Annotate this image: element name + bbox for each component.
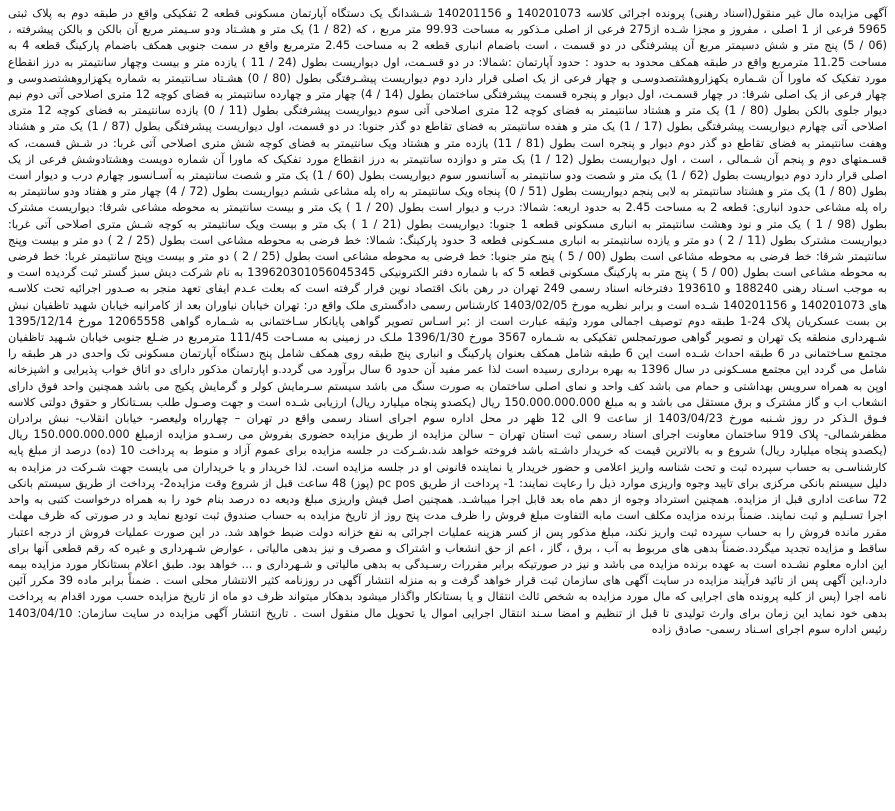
notice-body: پرونده اجرائی کلاسه 140201073 و 140201156 شـشدانگ یک دستگاه آپارتمان مسکونی قطعه 2 تفکیکی واقع در طبقه دوم به پلاک ثبتی 5965 فرعی از 1 اصلی ، مفروز و مجزا شـده از275 فرعی از اصلی مـذکور به مساحت 99.93 متر مربع ، که (82 / 1) یک متر و هشـتاد ودو سـیمتر مربع آن بالکن و بالکن پیشرفته ، (06 / 5) پنج متر و شش دسیمتر مربع آن پیشرفتگی در دو قسمت ، است باضمام انباری قطعه 2 به مساحت 2.45 مترمربع واقع در سمت جنوبی همکف باضمام پارکینگ قطعه 4 به مساحت 11.25 مترمربع واقع در طبقه همکف محدود به حدود : حدود آپارتمان :شمالا: در دو قسـمت، اول دیواریست بطول (24 / 11 ) یازده متر و بیست وچهار سانتیمتر به درز انقطاع مورد تفکیک که ماورا آن شـماره یکهزاروهشتصدوسـی و چهار فرعی از یک اصلی قرار دارد دوم دیواریست پیشـرفتگی بطول (80 / 0) هشـتاد سـانتیمتر به شماره یکهزاروهشتصدوسی و چهار فرعی از یک اصلی شرقا: در چهار قسمـت، اول دیوار و پنجره قسمت پیشرفتگی ساختمان بطول (14 / 4) چهار متر و چهارده سانتیمتر به فضای کوچه 12 متری اصلاحی آتی دوم نیم دیوار جلوی بالکن بطول (80 / 1) یک متر و هشتاد سانتیمتر به فضای کوچه 12 متری اصلاحی آتی سوم دیواریست پیشرفتگی بطول (11 / 0) یازده سانتیمتر به فضای کوچه 12 متری اصلاحی آتی چهارم دیواریست پیشرفتگی بطول (17 / 1) یک متر و هفده سانتیمتر به فضای تقاطع دو گذر جنوبا: در دو قسمت، اول دیواریست پیشرفتگی بطول (87 / 1) یک متر و هشتاد وهفت سانتیمتر به فضای تقاطع دو گذر دوم دیوار و پنجره است بطول (81 / 11) یازده متر و هشتاد ویک سانتیمتر به فضای کوچه شش متری اصلاحی آتی غربا: در شـش قسمت، که قسـمتهای دوم و پنجم آن شـمالی ، است ، اول دیواریست بطول (12 / 1) یک متر و دوازده سانتیمتر به درز انقطاع مورد تفکیک که ماورا آن شماره دویست وهشتادوشش فرعی از یک اصلی قرار دارد دوم دیواریست بطول (62 / 1) یک متر و شصت ودو سانتیمتر به آسانسور سوم دیواریست بطول (60 / 1) یک متر و شصت سانتیمتر به آسـانسور چهارم درب و دیوار است بطول (80 / 1) یک متر و هشتاد سانتیمتر به لابی پنجم دیواریست بطول (51 / 0) پنجاه ویک سانتیمتر به راه پله مشاعی ششم دیواریست بطول (72 / 4) چهار متر و هفتاد ودو سانتیمتر به راه پله مشاعی حدود انباری: قطعه 2 به مساحت 2.45 به حدود اربعه: شمالا: درب و دیوار است بطول (20 / 1 ) یک متر و بیست سانتیمتر به محوطه مشاعی شرقا: دیواریست مشترک بطول (98 / 1 ) یک متر و نود وهشت سانتیمتر به انباری مسکونی قطعه 1 جنوبا: دیواریست بطول (21 / 1 ) یک متر و بیست ویک سانتیمتر به کوچه شـش متری اصلاحی آتی غربا: دیواریست مشترک بطول (11 / 2 ) دو متر و یازده سانتیمتر به انباری مسـکونی قطعه 3 حدود پارکینگ: شمالا: خط فرضی به محوطه مشاعی است بطول (25 / 2 ) دو متر و بیست وپنج سانتیمتر شرقا: خط فرضی به محوطه مشاعی است بطول (00 / 5 ) پنج متر جنوبا: خط فرضی به محوطه مشاعی است بطول (25 / 2 ) دو متر و بیست وپنج سانتیمتر غربا: خط فرضی به محوطه مشاعی است بطول (00 / 5 ) پنج متر به پارکینگ مسکونی قطعه 5 که با شماره دفتر الکترونیکی 139620301056045345 به نام شرکت دیش سبز گستر ثبت گردیده است و به موجب اسـناد رهنی 188240 و 193610 دفترخانه اسناد رسمی 249 تهران در رهن بانک اقتصاد نوین قرار گرفته است که بعلت عـدم ایفای تعهد منجر به صـدور اجرائیه تحت کلاسـه های 140201073 و 140201156 شـده است و برابر نظریه مورخ 1403/02/05 کارشناس رسمی دادگستری ملک واقع در: تهران خیابان نیاوران بعد از کامرانیه خیابان شهید تاظفیان نبش بن بست عسکریان پلاک 24-1 طبقه دوم توصیف اجمالی مورد وثیقه عبارت است از :بر اسـاس تصویر گواهی پایانکار سـاختمانی به شـماره گواهی 12065558 مورخ 1395/12/14 شـهرداری منطقه یک تهران و تصویر گواهی صورتمجلس تفکیکی به شـماره 3567 مورخ 1396/1/30 ملـک در زمینی به مسـاحت 111/45 مترمربع در ضـلع جنوبی خیابان شـهید تاظفیان مجتمع سـاختمانی در 6 طبقه احداث شـده است این 6 طبقه شامل همکف بعنوان پارکینگ و انباری پنج طبقه روی همکف شامل پنج دستگاه آپارتمان مسکونی تک واحدی در هر طبقه را شامل می گردد این مجتمع مسـکونی در سال 1396 به بهره برداری رسیده است لذا عمر مفید آن حدود 6 سال برآورد می گردد.و اپارتمان مذکور دارای دو اتاق خواب پذیرایی و اشپزخانه اوپن به همراه سرویس بهداشتی و حمام می باشد کف واحد و نمای اصلی ساختمان به صورت سنگ می باشد سیستم سـرمایش کولر و گرمایش پکیج می باشد همچنین واحد فوق دارای انشعاب اب و گاز مشترک و برق مستقل می باشد و به مبلغ 150.000.000.000 ریال (یکصدو پنجاه میلیارد ریال) ارزیابی شـده است و جهت وصـول طلب بسـتانکار و حقوق دولتی کلاسه فـوق الـذکر در روز شـنبه مورخ 1403/04/23 از ساعت 9 الی 12 ظهر در محل اداره سوم اجرای اسناد رسمی واقع در تهران – چهارراه ولیعصر- خیابان انقلاب- نبش برادران مظفرشمالی- پلاک 919 ساختمان معاونت اجرای اسناد رسمی ثبت استان تهران – سالن مزایده از طریق مزایده حضوری بفروش می رسـدو مزایده ازمبلغ 150.000.000.000 ریال (یکصدو پنجاه میلیارد ریال) شروع و به بالاترین قیمت که خریدار داشـته باشد فروخته خواهد شد.شـرکت در جلسه مزایده برای عموم آزاد و منوط به پرداخت 10 (ده) درصد از مبلغ پایه کارشناسـی به حساب سپرده ثبت و تحت شناسه واریز اعلامی و حضور خریدار یا نماینده قانونی او در جلسه مزایده است. لذا خریدار و یا خریداران می بایست جهت شـرکت در مزایده به دلیل سیستم بانکی مرکزی برای تایید وجوه واریزی موارد ذیل را رعایت نمایند: 1- پرداخت از طریق pc pos (پوز) 48 ساعت قبل از شروع وقت مزایده2- پرداخت از طریق سیستم بانکی 72 ساعت اداری قبل از مزایده. همچنین استرداد وجوه از دهم ماه بعد قابل اجرا میباشـد. همچنین اصل فیش واریزی مبلغ ودیعه ده درصد بنام خود را به همراه درخواست کتبی به واحد اجرا تسـلیم و ثبت نمایند. ضمناً برنده مزایده مکلف است مابه التفاوت مبلغ فروش را ظرف مدت پنج روز از تاریخ مزایده به حساب صندوق ثبت تودیع نماید و در صورتی که ظرف مهلت مقرر مانده فروش را به حساب سپرده ثبت واریز نکند، مبلغ مذکور پس از کسر هزینه عملیات اجرائی به نفع خزانه دولت ضبط خواهد شد. در این صورت عملیات فروش از درجه اعتبار ساقط و مزایده تجدید میگردد.ضمناً بدهی های مربوط به آب ، برق ، گاز ، اعم از حق انشعاب و اشتراک و مصرف و نیز بدهی مالیاتی ، عوارض شـهرداری و غیره که رقم قطعی آنها برای این اداره معلوم نشـده است به عهده برنده مزایده می باشد و نیز در صورتیکه برابر مقررات رسـیدگی به بدهی مالیاتی و شـهرداری و ... خواهد بود. طبق اعلام بستانکار مورد مزایده بیمه دارد.این آگهی پس از تائید فرآیند مزایده در سایت آگهی های سازمان ثبت قرار خواهد گرفت و به منزله انتشار آگهی در روزنامه کثیر الانتشار محلی است . ضمناً برابر ماده 39 مکرر آئین نامه اجرا (پس از کلیه پرونده های اجرایی که مال مورد مزایده به شخص ثالث انتقال و یا بستانکار واگذار میشود بدهکار میتواند ظرف دو ماه از تاریخ مزایده حسب مورد اقدام به پرداخت بدهی خود نماید این زمان برای وارث تولیدی تا قبل از تنظیم و امضا سـند انتقال اجرایی اموال یا تحویل مال منقول است . تاریخ انتشار آگهی مزایده در سایت سازمان: 1403/04/10 رئیس اداره سوم اجرای اسـناد رسمی- صادق زاده (8, 7, 888, 636)
auction-notice-paragraph (8, 6, 887, 638)
notice-title: آگهی مزایده مال غیر منقول(اسناد رهنی) (689, 7, 887, 20)
